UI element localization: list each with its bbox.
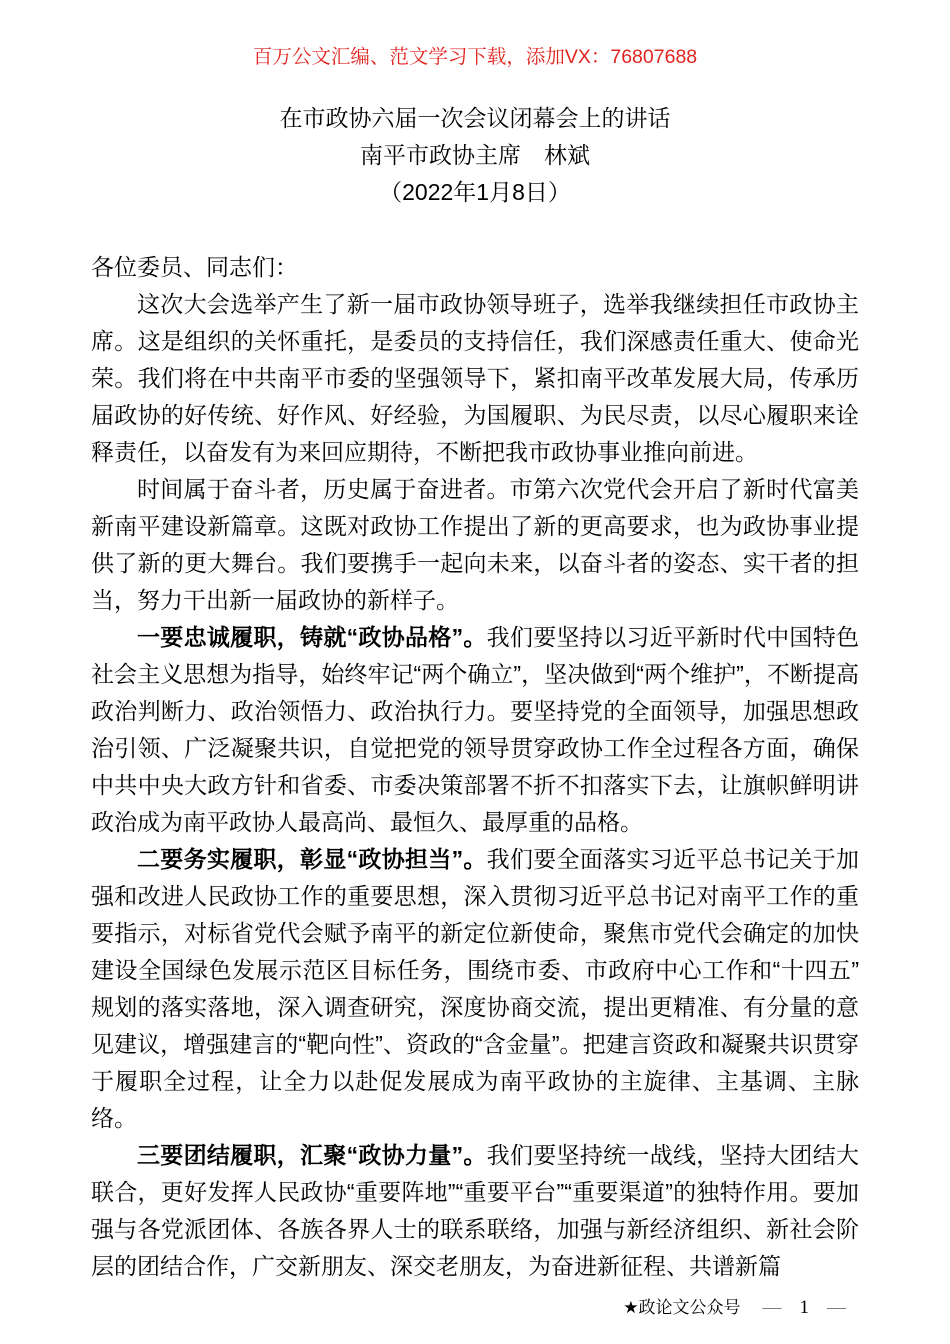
title-block [91, 100, 859, 211]
page-number-dash-left: — [762, 1297, 782, 1318]
paragraph-5 [91, 1137, 859, 1285]
paragraph-3-text: 我们要坚持以习近平新时代中国特色社会主义思想为指导，始终牢记“两个确立”，坚决做到“两个维护”，不断提高政治判断力、政治领悟力、政治执行力。要坚持党的全面领导，加强思想政治引领、广泛凝聚共识，自觉把党的领导贯穿政协工作全过程各方面，确保中共中央大政方针和省委、市委决策部署不折不扣落实下去，让旗帜鲜明讲政治成为南平政协人最高尚、最恒久、最厚重的品格。 [91, 624, 860, 835]
paragraph-2 [91, 471, 859, 619]
paragraph-5-text: 我们要坚持统一战线，坚持大团结大联合，更好发挥人民政协“重要阵地”“重要平台”“重要渠道”的独特作用。要加强与各党派团体、各族各界人士的联系联络，加强与新经济组织、新社会阶层的团结合作，广交新朋友、深交老朋友，为奋进新征程、共谱新篇 [91, 1142, 860, 1279]
paragraph-4-lead: 二要务实履职，彰显“政协担当”。 [137, 846, 487, 872]
paragraph-1 [91, 286, 859, 471]
paragraph-3-lead: 一要忠诚履职，铸就“政协品格”。 [137, 624, 487, 650]
paragraph-4-text: 我们要全面落实习近平总书记关于加强和改进人民政协工作的重要思想，深入贯彻习近平总书记对南平工作的重要指示，对标省党代会赋予南平的新定位新使命，聚焦市党代会确定的加快建设全国绿色发展示范区目标任务，围绕市委、市政府中心工作和“十四五”规划的落实落地，深入调查研究，深度协商交流，提出更精准、有分量的意见建议，增强建言的“靶向性”、资政的“含金量”。把建言资政和凝聚共识贯穿于履职全过程，让全力以赴促发展成为南平政协的主旋律、主基调、主脉络。 [91, 846, 860, 1131]
footer-brand: ★政论文公众号 [623, 1298, 741, 1317]
document-body [91, 249, 859, 1285]
page-number-group [763, 1295, 847, 1320]
paragraph-5-lead: 三要团结履职，汇聚“政协力量”。 [137, 1142, 487, 1168]
page-footer [623, 1295, 846, 1320]
page-number-dash-right: — [827, 1297, 846, 1318]
author-line: 南平市政协主席 林斌 [360, 142, 590, 168]
paragraph-3 [91, 619, 859, 841]
promo-banner: 百万公文汇编、范文学习下载，添加VX：76807688 [252, 46, 698, 68]
date-line: （2022年1月8日） [379, 179, 571, 205]
document-title: 在市政协六届一次会议闭幕会上的讲话 [279, 105, 671, 131]
page-number: 1 [799, 1297, 809, 1318]
paragraph-2-text: 时间属于奋斗者，历史属于奋进者。市第六次党代会开启了新时代富美新南平建设新篇章。这既对政协工作提出了新的更高要求，也为政协事业提供了新的更大舞台。我们要携手一起向未来，以奋斗者的姿态、实干者的担当，努力干出新一届政协的新样子。 [91, 476, 859, 613]
paragraph-1-text: 这次大会选举产生了新一届市政协领导班子，选举我继续担任市政协主席。这是组织的关怀重托，是委员的支持信任，我们深感责任重大、使命光荣。我们将在中共南平市委的坚强领导下，紧扣南平改革发展大局，传承历届政协的好传统、好作风、好经验，为国履职、为民尽责，以尽心履职来诠释责任，以奋发有为来回应期待，不断把我市政协事业推向前进。 [91, 291, 859, 465]
paragraph-4 [91, 841, 859, 1137]
salutation: 各位委员、同志们： [91, 254, 298, 280]
